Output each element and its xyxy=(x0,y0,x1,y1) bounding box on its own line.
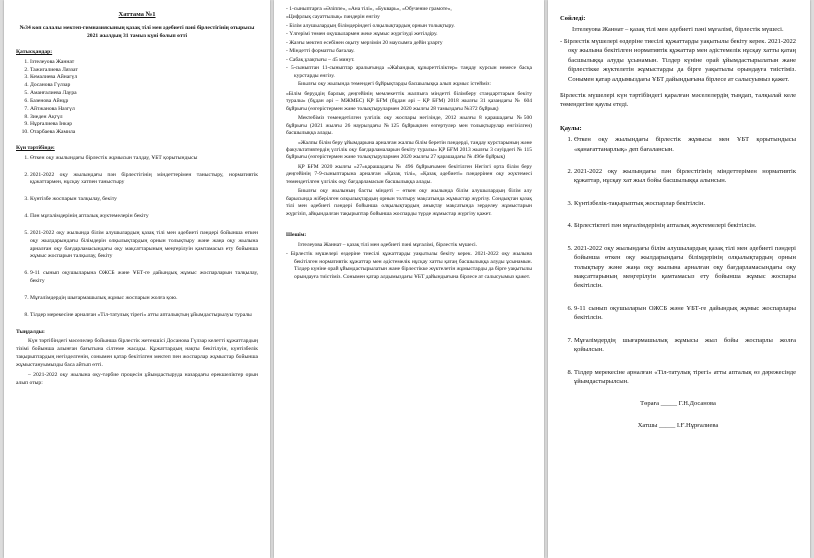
list-item: 6. 9-11 сынып оқушыларын ОЖСБ және ҰБТ-ге дайындық жұмыс жоспарлары бекітілсін. xyxy=(574,304,796,323)
heard-last-text: 2021-2022 оқу жылына оқу-тәрбие процесін ұйымдастыруда назардағы ерекшеліктер орын алып отыр: xyxy=(16,371,258,386)
list-item-text: «Цифрлық сауаттылық» пәндерін енгізу xyxy=(286,14,380,21)
protocol-title: Хаттама №1 xyxy=(118,11,156,18)
list-item: - Үлгерімі төмен оқушылармен жеке жұмыс жүргізуді жетілдіру. xyxy=(286,31,438,38)
list-item: 7. Мұғалімдердің шығармашылық жұмысы жыл бойы жоспарлы жолға қойылсын. xyxy=(574,336,796,355)
list-item: 7. Мұғалімдердің шығармашылық жұмыс жоспарын жолға қою. xyxy=(30,295,258,303)
attendees-list xyxy=(16,59,258,137)
attendees-heading: Қатысқандар: xyxy=(16,48,53,55)
list-item: - Жазғы мектеп есебінен оқыту мерзімін 20 маусымға дейін ұзарту xyxy=(286,39,443,46)
list-item-text: Міндетті форматты бағалау. xyxy=(289,48,355,55)
list-item: 8. Тілдер мерекесіне арналған «Тіл-татулық тірегі» атты апталықтың ұйымдастырылуы туралы xyxy=(30,312,258,320)
list-item-text: 1-сыныптарға «Әліппе», «Ана тілі», «Букварь», «Обучение грамоте», xyxy=(289,6,452,12)
list-item: 2. 2021-2022 оқу жылындағы пән бірлестігінің міндеттерімен нормативтік құжаттар, нұсқау хат жыл бойы басшылыққа алынсын. xyxy=(574,167,796,186)
heard-paragraph: Күн тәртібіндегі мәселелер бойынша бірлестік жетекшісі Досанова Гүлзар келетті құжаттардың тізімі бойынша алынған бағытына сілтеме жасады. Құжаттардың нақты бекітілуін, күнтізбелік тақырыптардың негізделгенін, сонымен қатар бекітілген мектеп пен жоспарлар жұмыстар бойынша жұмыстануымызды баса айтып өтті. xyxy=(16,338,258,368)
list-item: 4. Бірлестіктегі пән мұғалімдерінің апталық жүктемелері бекітілсін. xyxy=(574,221,796,230)
list-item xyxy=(286,14,532,21)
list-item: 3. Күнтізбелік-тақырыптық жоспарлар бекітілсін. xyxy=(574,199,796,208)
list-item-text: Сабақ ұзақтығы – 45 минут. xyxy=(289,56,355,63)
list-item-text: Бірлестік мүшелері өздеріне тиесілі құжаттарды уақытылы бекіту керек. 2021-2022 оқу жылына бекітілген нормативтік құжаттар мен әдістемелік нұсқау хатты қатаң басшылыққа алуды ұсынамын. Тілдер күніне орай ұйымдастырылатын жане бірлестікке жүктелетін жұмыстарды да бірге уақытылы орындауға тиістіміз. Сонымен қатар алдымыздағы ҰБТ дайындығына бірлесе ат салысуымыз қажет. xyxy=(563,37,796,83)
page-1 xyxy=(4,0,270,558)
secretary-signature: Хатшы _____ І.Ғ.Нұрғалиева xyxy=(637,421,719,429)
list-item: 6. Базенова Айнұр xyxy=(30,98,258,106)
list-item: - Міндетті форматты бағалау. xyxy=(286,48,355,55)
list-item: 6. 9-11 сынып оқушыларына ОЖСБ және ҰБТ-ге дайындық жұмыс жоспарларын талқылау, бекіту xyxy=(30,270,258,286)
decided-heading: Шешім: xyxy=(286,232,307,239)
paragraph: Мектебіміз төмендетілген үлгілік оқу жоспары негізінде, 2012 жылғы 8 қарашадағы №500 бұйрығы (2021 жылғы 26 наурыздағы №125 бұйрықпен өзгертулер мен толықтырулар енгізілген) басшылыққа алады. xyxy=(286,115,532,137)
list-item: 5. 2021-2022 оқу жылында білім алушылардың қазақ тілі мен әдебиеті пәндері бойынша өткен оқу жылдарындағы білімдерін олқылықтардың орнын толықтыру және жаңа оқу жылына арналған оқу бағдарламасындағы оқу мақсаттарының меңгерілуін қамтамасыз ету бойынша жұмыс жоспарын талқылау, бекіту xyxy=(30,230,258,261)
summary-paragraph: Бірлестік мүшелері күн тәртібіндегі қаралған мәселелердің тыңдап, талқылай келе төмендегіне қаулы етеді. xyxy=(560,91,796,109)
list-item: 8. Тілдер мерекесіне арналған «Тіл-татулық тірегі» атты апталық өз дәрежесінде ұйымдастырылсын. xyxy=(574,368,796,387)
list-item: 4. Досанова Гүлзар xyxy=(30,82,258,90)
list-item: 3. Күнтізбе жоспарын талқылау, бекіту xyxy=(30,196,258,204)
spoke-list xyxy=(560,37,796,84)
list-item: 1. Өткен оқу жылындағы бірлестік жұмысын талдау, ҰБТ қорытындысы xyxy=(30,155,258,163)
paragraph: Биылғы оқу жылының басты міндеті – өткен оқу жылында білім алушылардың білім алу барысында жіберілген олқылықтардың орнын толтыру мақсатында жұмыстар жүргізу. Сондықтан қазақ тілі мен әдебиеті пәндері бойынша олқылықтардың анықтау мақсатында зерделеу жұмыстарын жүргізіп, айқындалған тақырыптар бойынша жоспарды түрде жұмыстар жүргізу қажет. xyxy=(286,188,532,217)
decided-lead: Ізтелеуова Жаннат – қазақ тілі мен әдебиеті пәні мұғалімі, бірлестік мүшесі. xyxy=(298,241,478,248)
features-list xyxy=(286,6,532,80)
signatures xyxy=(560,399,796,430)
list-item: 7. Айтжанова Назгүл xyxy=(30,106,258,114)
page-3 xyxy=(548,0,810,558)
spoke-heading: Сөйледі: xyxy=(560,15,586,22)
agenda-heading: Күн тәртібінде: xyxy=(16,144,55,151)
protocol-subtitle: №34 көп салалы мектеп-гимназиясының қазақ тілі мен әдебиеті пәні бірлестігінің отырысы 2021 жылдың 31 тамыз күні болып өтті xyxy=(19,25,255,40)
list-item: 1. Ізтелеуова Жаннат xyxy=(30,59,258,67)
list-item: 2. Тажигалиева Ляззат xyxy=(30,67,258,75)
paragraph: ҚР БҒМ 2020 жылғы «27»қарашадағы № 496 бұйрығымен бекітілген Негізгі орта білім беру деңгейінің 7-9-сыныптарына арналған «Қазақ тілі», «Қазақ әдебиеті» пәндерінен оқу жүктемесі төмендетілген үлгілік оқу бағдарламасын басшылыққа алады. xyxy=(286,163,532,185)
agenda-list xyxy=(16,155,258,320)
list-item-text: Жазғы мектеп есебінен оқыту мерзімін 20 маусымға дейін ұзарту xyxy=(289,39,443,46)
paragraph: Биылғы оқу жылында төмендегі бұйрықтарды басшылыққа алып жұмыс істейміз: xyxy=(298,81,491,88)
resolutions-list xyxy=(560,135,796,386)
list-item: 5. Аманғалиева Лаура xyxy=(30,90,258,98)
decided-list xyxy=(286,251,532,281)
list-item-text: Бірлестік мүшелері өздеріне тиесілі құжаттарды уақытылы бекіту керек. 2021-2022 оқу жылына бекітілген нормативтік құжаттар мен әдістемелік нұсқау хатты қатаң басшылыққа алуды ұсынамын. Тілдер күніне орай ұйымдастырылатын жане бірлестікке жүктелетін жұмыстарды да бірге уақытылы орындауға тиістіміз. Сонымен қатар алдымыздағы ҰБТ дайындығына бірлесе ат салысуымыз қажет. xyxy=(290,251,532,280)
chair-signature: Төраға _____ Г.Н.Досанова xyxy=(640,400,716,408)
heard-heading: Тыңдалды: xyxy=(16,328,45,335)
list-item: 3. Кемалиева Айнагүл xyxy=(30,74,258,82)
list-item: 9. Нұрғалиева Інкәр xyxy=(30,121,258,129)
list-item-text: Үлгерімі төмен оқушылармен жеке жұмыс жүргізуді жетілдіру. xyxy=(289,31,438,38)
list-item: - Білім алушылардың білімдеріндегі олқылықтардың орнын толықтыру. xyxy=(286,22,455,29)
list-item: 5. 2021-2022 оқу жылындағы білім алушылардың қазақ тілі мен әдебиеті пәндері бойынша өткен оқу жылдарындағы білімдерінің олқылықтардың орнын толықтыру және жаңа оқу жылына арналған оқу бағдарламасындағы оқу мақсаттарының меңгерілуін қамтамасыз ету бойынша жұмыс жоспары бекітілсін. xyxy=(574,244,796,291)
list-item-text: Білім алушылардың білімдеріндегі олқылықтардың орнын толықтыру. xyxy=(289,22,455,29)
list-item: - Бірлестік мүшелері өздеріне тиесілі құжаттарды уақытылы бекіту керек. 2021-2022 оқу жылына бекітілген нормативтік құжаттар мен әдістемелік нұсқау хатты қатаң басшылыққа алуды ұсынамын. Тілдер күніне орай ұйымдастырылатын жане бірлестікке жүктелетін жұмыстарды да бірге уақытылы орындауға тиістіміз. Сонымен қатар алдымыздағы ҰБТ дайындығына бірлесе ат салысуымыз қажет. xyxy=(560,37,796,83)
list-item: 4. Пән мұғалімдерінің апталық жүктемелерін бекіту xyxy=(30,213,258,221)
page-2 xyxy=(274,0,544,558)
list-item: 8. Зиеден Ақгүл xyxy=(30,114,258,122)
list-item-text: 5-сыныптан 11-сыныптар аралығында «Жаһандық құзыреттіліктер» таңдау курсын немесе басқа курстарды енгізу. xyxy=(290,65,532,79)
list-item: - 1-сыныптарға «Әліппе», «Ана тілі», «Букварь», «Обучение грамоте», xyxy=(286,6,452,12)
list-item: - 5-сыныптан 11-сыныптар аралығында «Жаһандық құзыреттіліктер» таңдау курсын немесе басқа курстарды енгізу. xyxy=(286,65,532,79)
list-item: 1. Өткен оқу жылындағы бірлестік жұмысы мен ҰБТ қорытындысы «қанағаттанарлық» деп бағалансын. xyxy=(574,135,796,154)
spoke-lead: Ізтелеуова Жаннат – қазақ тілі мен әдебиеті пәні мұғалімі, бірлестік мүшесі. xyxy=(572,26,784,34)
list-item: 2. 2021-2022 оқу жылындағы пән бірлестігінің міндеттерімен таныстыру, нормативтік құжаттармен, нұсқау хатпен таныстыру xyxy=(30,172,258,188)
list-item: 10. Отарбаева Жамила xyxy=(30,129,258,137)
paragraph: «Жалпы білім беру ұйымдарына арналған жалпы білім беретін пәндерді, таңдау курстарының және факультативтердің үлгілік оқу бағдарламаларын бекіту туралы» ҚР БҒМ 2013 жылғы 3 сәуірдегі № 115 бұйрығы (өзгерістермен және толықтырулармен 2020 жылғы 27 қарашадағы № 496е бұйрық) xyxy=(286,139,532,161)
heard-last-paragraph: – 2021-2022 оқу жылына оқу-тәрбие процесін ұйымдастыруда назардағы ерекшеліктер орын алып отыр: xyxy=(16,371,258,386)
resolution-heading: Қаулы: xyxy=(560,124,582,132)
paragraph: «Білім беруддің барлық деңгейінің мемлекеттік жалпыға міндетті білімберу стандарттарын бекіту туралы» (бұдан әрі – МЖМБС) ҚР БҒМ (бұдан әрі – ҚР БҒМ) 2018 жылғы 31 қазандағы № 604 бұйрығы (өзгерістермен және толықтырулармен 2020 жылғы 28 тамыздағы №372 бұйрық) xyxy=(286,90,532,112)
list-item: - Сабақ ұзақтығы – 45 минут. xyxy=(286,56,355,63)
list-item: - Бірлестік мүшелері өздеріне тиесілі құжаттарды уақытылы бекіту керек. 2021-2022 оқу жылына бекітілген нормативтік құжаттар мен әдістемелік нұсқау хатты қатаң басшылыққа алуды ұсынамын. Тілдер күніне орай ұйымдастырылатын жане бірлестікке жүктелетін жұмыстарды да бірге уақытылы орындауға тиістіміз. Сонымен қатар алдымыздағы ҰБТ дайындығына бірлесе ат салысуымыз қажет. xyxy=(286,251,532,280)
